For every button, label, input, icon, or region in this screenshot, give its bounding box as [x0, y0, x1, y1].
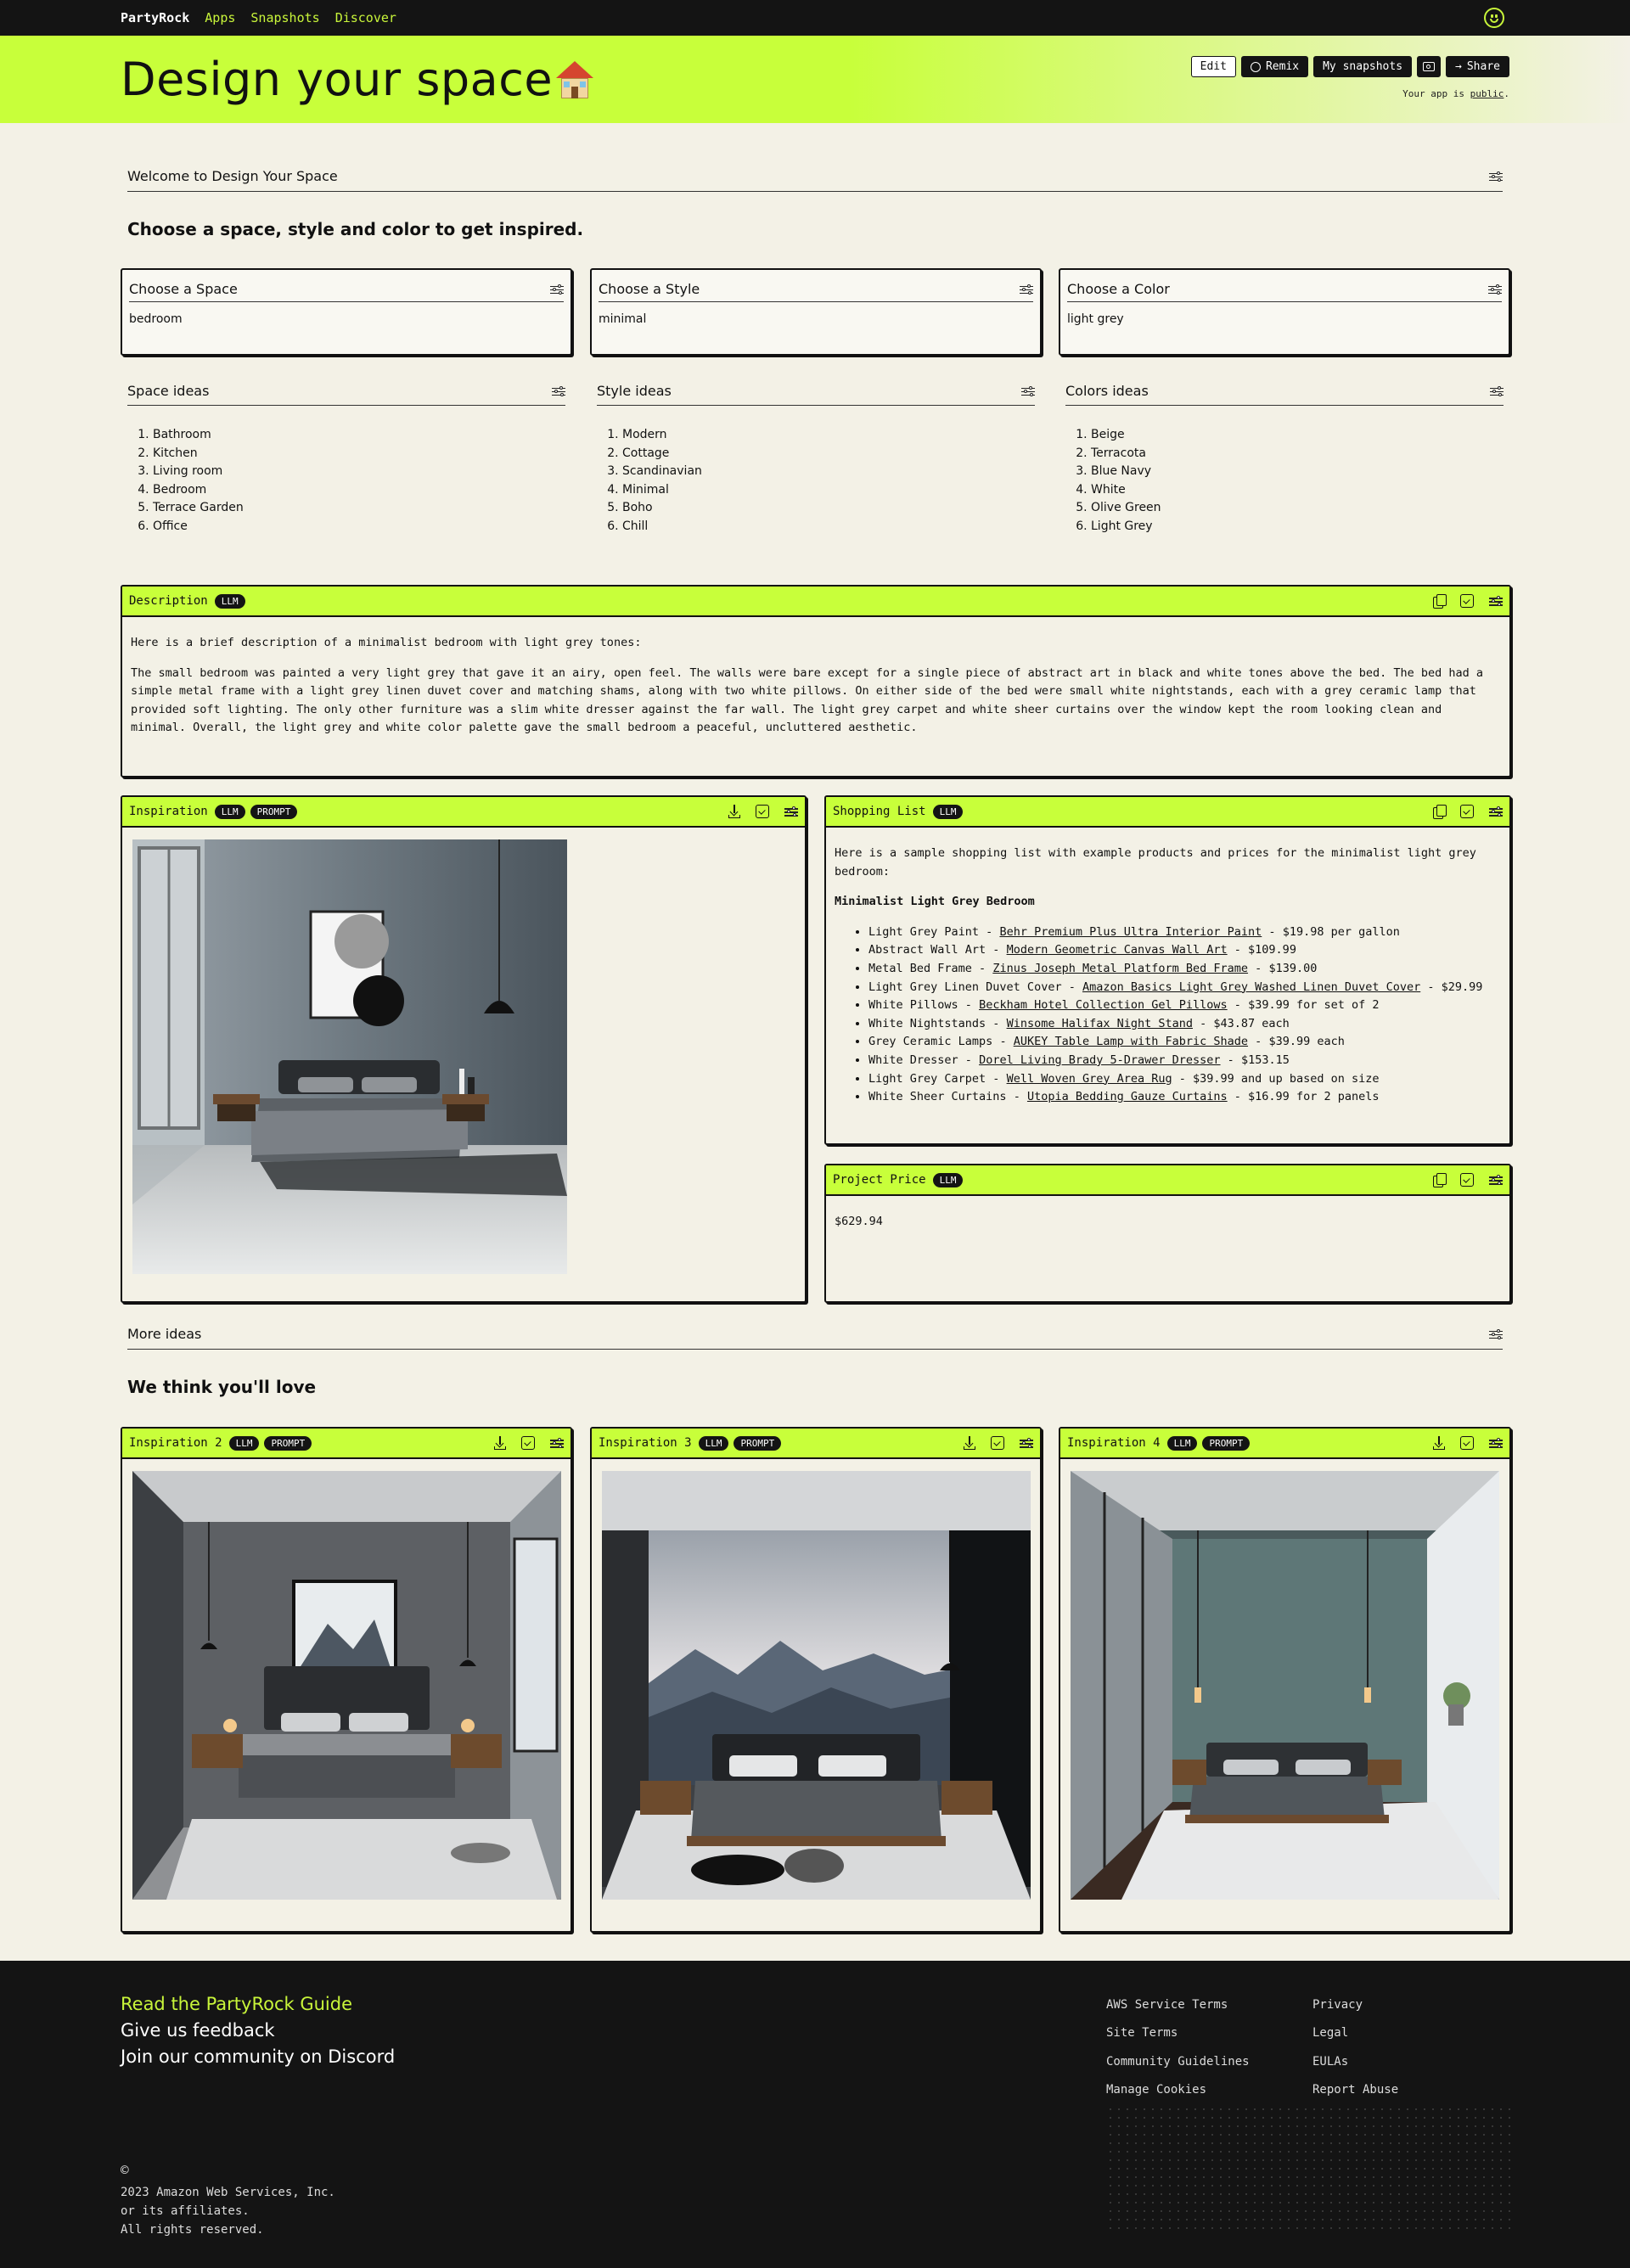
copyright-line: or its affiliates. — [121, 2204, 250, 2218]
list-item: 5. Terrace Garden — [153, 499, 572, 518]
project-price-title: Project Price — [833, 1173, 926, 1187]
settings-sliders-icon[interactable] — [550, 1438, 564, 1448]
prompt-badge: PROMPT — [250, 805, 298, 819]
nav-link-discover[interactable]: Discover — [334, 10, 396, 25]
shopping-list-heading: Minimalist Light Grey Bedroom — [835, 895, 1035, 909]
shopping-item-price: $29.99 — [1441, 980, 1483, 994]
app-header — [0, 36, 1630, 123]
list-item: 2. Cottage — [622, 445, 1042, 463]
inspiration-4-header — [1060, 1429, 1509, 1459]
more-ideas-subtitle: We think you'll love — [127, 1377, 317, 1397]
shopping-item-name: White Dresser — [868, 1053, 958, 1067]
shopping-item-name: White Sheer Curtains — [868, 1090, 1007, 1104]
shopping-item-name: Light Grey Paint — [868, 924, 980, 939]
camera-icon — [1423, 62, 1435, 71]
shopping-list-intro: Here is a sample shopping list with example products and prices for the minimalist light grey bedroom: — [835, 846, 1476, 879]
decorative-dot-grid — [1106, 2105, 1510, 2232]
settings-sliders-icon[interactable] — [1489, 596, 1503, 606]
visibility-note — [1402, 88, 1509, 99]
list-item: 3. Scandinavian — [622, 463, 1042, 481]
prompt-badge: PROMPT — [264, 1436, 312, 1451]
shopping-item-name: White Nightstands — [868, 1016, 986, 1030]
save-icon[interactable] — [756, 805, 769, 818]
download-icon[interactable] — [728, 805, 740, 818]
inspiration-image — [132, 839, 567, 1274]
my-snapshots-label: My snapshots — [1323, 60, 1403, 73]
list-item: 3. Blue Navy — [1091, 463, 1510, 481]
save-icon[interactable] — [521, 1436, 535, 1450]
nav-link-apps[interactable]: Apps — [205, 10, 236, 25]
description-intro: Here is a brief description of a minimalist bedroom with light grey tones: — [131, 636, 642, 649]
shopping-item-price: $19.98 per gallon — [1282, 924, 1400, 939]
manage-cookies-link[interactable]: Manage Cookies — [1106, 2083, 1207, 2097]
shopping-item: • Grey Ceramic Lamps - AUKEY Table Lamp with Fabric Shade - $39.99 each — [868, 1033, 1501, 1052]
list-item: 6. Office — [153, 518, 572, 536]
shopping-item-price: $39.99 and up based on size — [1193, 1071, 1380, 1086]
list-item: 1. Bathroom — [153, 426, 572, 445]
report-abuse-link[interactable]: Report Abuse — [1312, 2083, 1399, 2097]
my-snapshots-button[interactable] — [1313, 56, 1412, 77]
llm-badge: LLM — [1167, 1436, 1198, 1451]
inspiration-4-title: Inspiration 4 — [1067, 1436, 1161, 1450]
copyright-line: 2023 Amazon Web Services, Inc. — [121, 2186, 335, 2199]
description-text: The small bedroom was painted a very light grey that gave it an airy, open feel. The walls were bare except for a single piece of abstract art in black and white tones above the bed. The bed had a simple metal frame with a light grey linen duvet cover and matching shams, along with two white pillows. On either side of the bed were small white nightstands, each with a grey ceramic lamp that provided soft lighting. The only other furniture was a slim white dresser against the far wall. The light grey carpet and white sheer curtains over the window kept the room looking clean and minimal. Overall, the light grey and white color palette gave the small bedroom a peaceful, uncluttered aesthetic. — [131, 665, 1484, 735]
top-nav — [0, 0, 1630, 36]
legal-link[interactable]: Legal — [1312, 2026, 1349, 2041]
space-input[interactable]: bedroom — [129, 312, 183, 326]
shopping-item-price: $16.99 for 2 panels — [1248, 1090, 1380, 1104]
settings-sliders-icon[interactable] — [550, 284, 564, 295]
shopping-item-price: $139.00 — [1268, 961, 1318, 975]
footer-primary-links — [121, 1991, 395, 2070]
edit-button-label: Edit — [1200, 60, 1227, 73]
color-input-label: Choose a Color — [1067, 281, 1170, 297]
visibility-suffix: . — [1504, 88, 1509, 99]
download-icon[interactable] — [964, 1436, 975, 1450]
footer-legal-col-1 — [1106, 1991, 1250, 2105]
welcome-title: Welcome to Design Your Space — [127, 168, 338, 184]
style-input-label: Choose a Style — [599, 281, 700, 297]
settings-sliders-icon[interactable] — [1020, 1438, 1033, 1448]
remix-button[interactable] — [1241, 56, 1308, 77]
settings-sliders-icon[interactable] — [552, 386, 565, 396]
visibility-link[interactable]: public — [1470, 88, 1504, 99]
shopping-item: • Metal Bed Frame - Zinus Joseph Metal Platform Bed Frame - $139.00 — [868, 960, 1501, 979]
llm-badge: LLM — [933, 1173, 964, 1187]
color-ideas — [1059, 377, 1510, 536]
remix-button-label: Remix — [1265, 60, 1300, 73]
prompt-badge: PROMPT — [1202, 1436, 1250, 1451]
settings-sliders-icon[interactable] — [784, 806, 798, 817]
header-actions — [1191, 56, 1509, 77]
edit-button[interactable] — [1191, 56, 1236, 77]
color-input-card — [1059, 268, 1510, 356]
settings-sliders-icon[interactable] — [1489, 1438, 1503, 1448]
inspiration-4-widget — [1059, 1427, 1511, 1933]
prompt-badge: PROMPT — [734, 1436, 781, 1451]
shopping-item-name: Light Grey Carpet — [868, 1071, 986, 1086]
settings-sliders-icon[interactable] — [1020, 284, 1033, 295]
copy-icon[interactable] — [1433, 1173, 1445, 1187]
take-snapshot-button[interactable] — [1417, 56, 1441, 77]
welcome-section-header — [127, 166, 1503, 192]
space-ideas-title: Space ideas — [127, 383, 210, 399]
shopping-list-body — [826, 828, 1509, 1115]
color-ideas-list — [1091, 426, 1510, 536]
save-icon[interactable] — [1460, 594, 1474, 608]
llm-badge: LLM — [215, 805, 245, 819]
inspiration-3-title: Inspiration 3 — [599, 1436, 692, 1450]
shopping-item-link[interactable]: Winsome Halifax Night Stand — [1006, 1016, 1194, 1030]
shopping-item-link[interactable]: Dorel Living Brady 5-Drawer Dresser — [979, 1053, 1221, 1067]
visibility-prefix: Your app is — [1402, 88, 1470, 99]
description-title: Description — [129, 594, 208, 608]
space-ideas-list — [153, 426, 572, 536]
shopping-item-link[interactable]: Well Woven Grey Area Rug — [1006, 1071, 1172, 1086]
welcome-subtitle: Choose a space, style and color to get inspired. — [127, 219, 584, 239]
inspiration-widget — [121, 795, 807, 1303]
community-guidelines-link[interactable]: Community Guidelines — [1106, 2054, 1250, 2069]
inspiration-title: Inspiration — [129, 805, 208, 818]
shopping-item-name: Light Grey Linen Duvet Cover — [868, 980, 1062, 994]
shopping-item-price: $153.15 — [1240, 1053, 1290, 1067]
download-icon[interactable] — [1433, 1436, 1445, 1450]
shopping-item-price: $39.99 each — [1268, 1035, 1345, 1049]
settings-sliders-icon[interactable] — [1489, 806, 1503, 817]
shopping-item-link[interactable]: Behr Premium Plus Ultra Interior Paint — [999, 924, 1262, 939]
shopping-item-name: Abstract Wall Art — [868, 943, 986, 957]
shopping-item: • White Nightstands - Winsome Halifax Night Stand - $43.87 each — [868, 1015, 1501, 1034]
feedback-link[interactable]: Give us feedback — [121, 2020, 275, 2041]
description-body — [122, 617, 1509, 758]
shopping-item-price: $43.87 each — [1213, 1016, 1290, 1030]
shopping-item-name: Grey Ceramic Lamps — [868, 1035, 993, 1049]
llm-badge: LLM — [215, 594, 245, 609]
settings-sliders-icon[interactable] — [1488, 284, 1502, 295]
shopping-item: • Light Grey Carpet - Well Woven Grey Area Rug - $39.99 and up based on size — [868, 1070, 1501, 1089]
save-icon[interactable] — [1460, 805, 1474, 818]
project-price-value: $629.94 — [835, 1215, 883, 1228]
space-input-label: Choose a Space — [129, 281, 238, 297]
house-emoji-icon — [556, 61, 593, 98]
guide-link[interactable]: Read the PartyRock Guide — [121, 1994, 353, 2014]
inspiration-2-image — [132, 1471, 561, 1900]
list-item: 6. Light Grey — [1091, 518, 1510, 536]
settings-sliders-icon[interactable] — [1489, 1175, 1503, 1185]
save-icon[interactable] — [991, 1436, 1004, 1450]
project-price-body — [826, 1196, 1509, 1252]
shopping-item: • White Dresser - Dorel Living Brady 5-Drawer Dresser - $153.15 — [868, 1052, 1501, 1070]
shopping-list-widget — [824, 795, 1511, 1145]
copy-icon[interactable] — [1433, 594, 1445, 608]
shopping-item-price: $109.99 — [1248, 943, 1296, 957]
shopping-item-link[interactable]: Utopia Bedding Gauze Curtains — [1026, 1090, 1228, 1104]
settings-sliders-icon[interactable] — [1489, 171, 1503, 182]
project-price-widget-header — [826, 1165, 1509, 1196]
copyright — [121, 2161, 335, 2239]
share-button[interactable] — [1446, 56, 1509, 77]
save-icon[interactable] — [1460, 1436, 1474, 1450]
style-ideas-list — [622, 426, 1042, 536]
color-input[interactable]: light grey — [1067, 312, 1124, 326]
shopping-item: • White Pillows - Beckham Hotel Collection Gel Pillows - $39.99 for set of 2 — [868, 996, 1501, 1015]
inspiration-4-image — [1071, 1471, 1499, 1900]
copyright-line: All rights reserved. — [121, 2223, 264, 2237]
settings-sliders-icon[interactable] — [1489, 1329, 1503, 1339]
shopping-item-name: White Pillows — [868, 998, 958, 1013]
list-item: 1. Modern — [622, 426, 1042, 445]
list-item: 5. Olive Green — [1091, 499, 1510, 518]
llm-badge: LLM — [933, 805, 964, 819]
download-icon[interactable] — [494, 1436, 506, 1450]
page-title-text: Design your space — [121, 53, 554, 106]
page-title — [121, 53, 593, 106]
list-item: 3. Living room — [153, 463, 572, 481]
nav-link-snapshots[interactable]: Snapshots — [250, 10, 320, 25]
color-ideas-title: Colors ideas — [1065, 383, 1149, 399]
shopping-item: • White Sheer Curtains - Utopia Bedding Gauze Curtains - $16.99 for 2 panels — [868, 1088, 1501, 1107]
inspiration-3-image — [602, 1471, 1031, 1900]
style-ideas — [590, 377, 1042, 536]
style-ideas-title: Style ideas — [597, 383, 672, 399]
shopping-item: • Light Grey Paint - Behr Premium Plus Ultra Interior Paint - $19.98 per gallon — [868, 923, 1501, 942]
shopping-list-title: Shopping List — [833, 805, 926, 818]
project-price-widget — [824, 1164, 1511, 1303]
remix-icon — [1251, 62, 1261, 72]
llm-badge: LLM — [699, 1436, 729, 1451]
list-item: 1. Beige — [1091, 426, 1510, 445]
llm-badge: LLM — [229, 1436, 260, 1451]
shopping-item-link[interactable]: Modern Geometric Canvas Wall Art — [1006, 943, 1228, 957]
shopping-items — [868, 923, 1501, 1107]
space-ideas — [121, 377, 572, 536]
shopping-item: • Light Grey Linen Duvet Cover - Amazon Basics Light Grey Washed Linen Duvet Cover - $29.99 — [868, 979, 1501, 997]
list-item: 2. Terracota — [1091, 445, 1510, 463]
share-button-label: Share — [1466, 60, 1500, 73]
description-widget — [121, 585, 1511, 778]
inspiration-3-widget — [590, 1427, 1042, 1933]
shopping-list-widget-header — [826, 797, 1509, 828]
copy-icon[interactable] — [1433, 805, 1445, 818]
inspiration-widget-header — [122, 797, 805, 828]
inspiration-3-header — [592, 1429, 1040, 1459]
space-input-card — [121, 268, 572, 356]
list-item: 5. Boho — [622, 499, 1042, 518]
footer-legal-col-2 — [1312, 1991, 1398, 2105]
inspiration-2-widget — [121, 1427, 572, 1933]
site-terms-link[interactable]: Site Terms — [1106, 2026, 1178, 2041]
list-item: 6. Chill — [622, 518, 1042, 536]
shopping-item-link[interactable]: Zinus Joseph Metal Platform Bed Frame — [992, 961, 1249, 975]
list-item: 4. White — [1091, 481, 1510, 500]
shopping-item-link[interactable]: Amazon Basics Light Grey Washed Linen Duvet Cover — [1082, 980, 1421, 994]
description-widget-header — [122, 587, 1509, 617]
aws-service-terms-link[interactable]: AWS Service Terms — [1106, 1998, 1228, 2012]
shopping-item-link[interactable]: Beckham Hotel Collection Gel Pillows — [979, 998, 1228, 1013]
privacy-link[interactable]: Privacy — [1312, 1998, 1363, 2012]
more-ideas-section-header — [127, 1324, 1503, 1350]
inspiration-2-title: Inspiration 2 — [129, 1436, 222, 1450]
footer — [0, 1961, 1630, 2268]
list-item: 4. Minimal — [622, 481, 1042, 500]
save-icon[interactable] — [1460, 1173, 1474, 1187]
copyright-symbol: © — [121, 2162, 129, 2178]
inspiration-2-header — [122, 1429, 570, 1459]
style-input[interactable]: minimal — [599, 312, 647, 326]
style-input-card — [590, 268, 1042, 356]
shopping-item-price: $39.99 for set of 2 — [1248, 998, 1380, 1013]
shopping-item-link[interactable]: AUKEY Table Lamp with Fabric Shade — [1013, 1035, 1249, 1049]
shopping-item: • Abstract Wall Art - Modern Geometric Canvas Wall Art - $109.99 — [868, 941, 1501, 960]
settings-sliders-icon[interactable] — [1490, 386, 1504, 396]
shopping-item-name: Metal Bed Frame — [868, 961, 972, 975]
list-item: 4. Bedroom — [153, 481, 572, 500]
more-ideas-title: More ideas — [127, 1326, 202, 1342]
brand-logo[interactable]: PartyRock — [121, 10, 190, 25]
discord-link[interactable]: Join our community on Discord — [121, 2046, 396, 2067]
eulas-link[interactable]: EULAs — [1312, 2054, 1349, 2069]
list-item: 2. Kitchen — [153, 445, 572, 463]
arrow-right-icon: → — [1455, 60, 1462, 73]
user-avatar-icon[interactable] — [1484, 8, 1504, 28]
settings-sliders-icon[interactable] — [1021, 386, 1035, 396]
